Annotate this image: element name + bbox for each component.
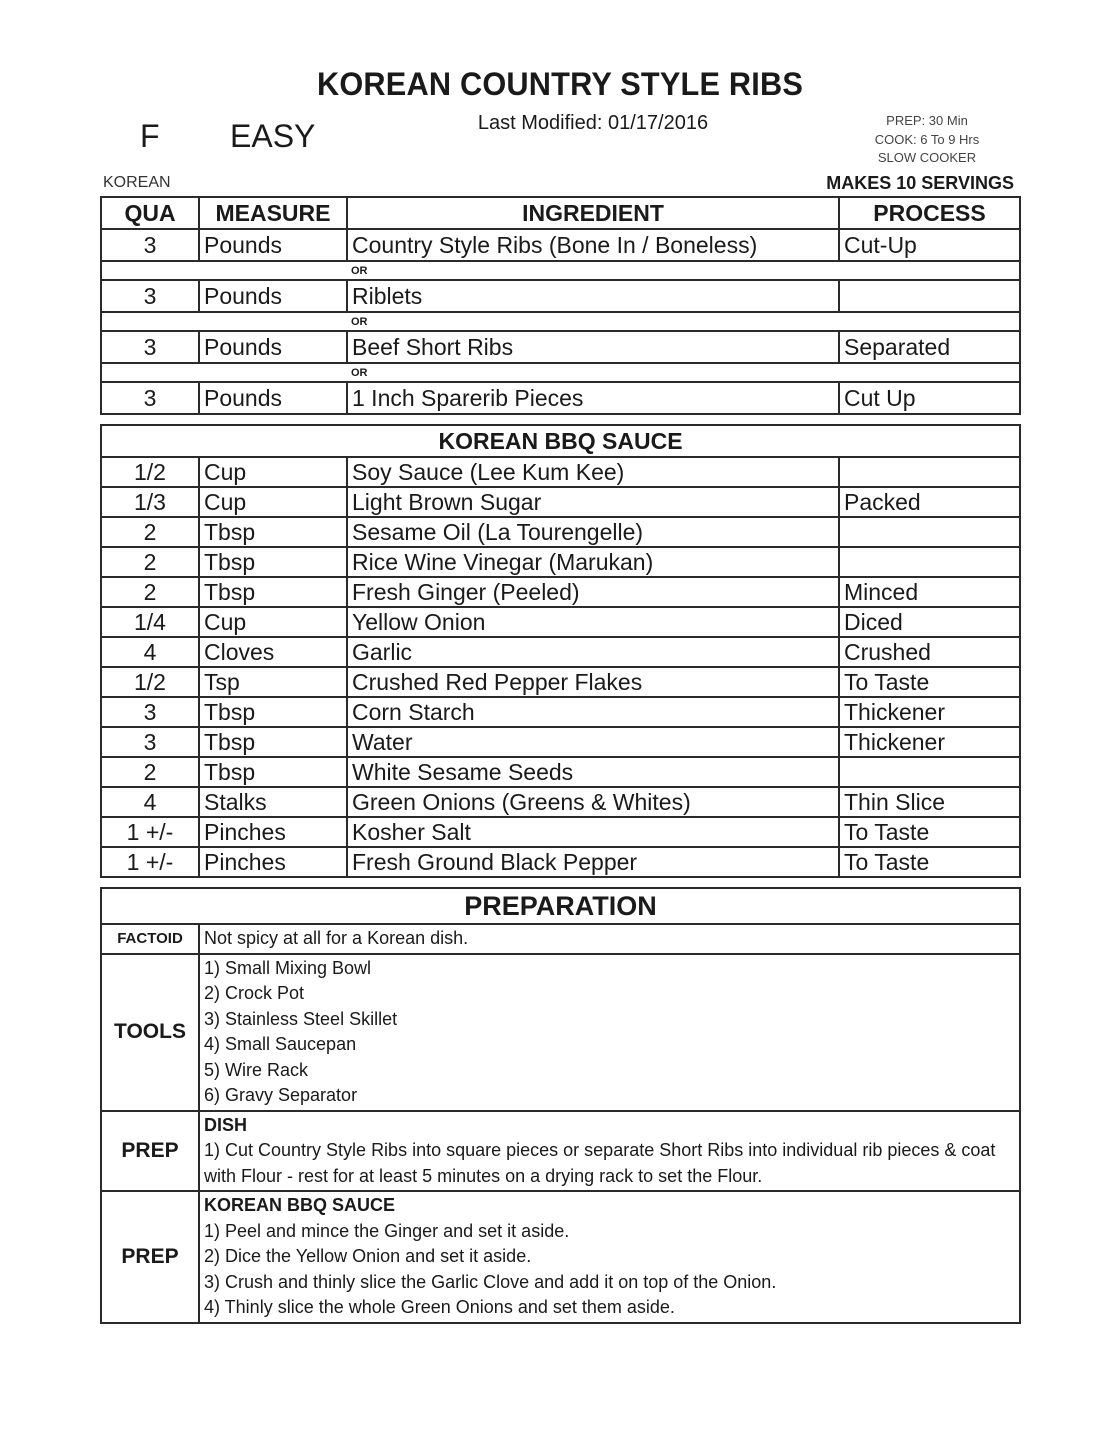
sauce-ingredient-row <box>101 757 1020 787</box>
ingredient-qty: 3 <box>101 280 199 312</box>
ingredient-qty: 3 <box>101 229 199 261</box>
sauce-process <box>839 547 1020 577</box>
sauce-qty: 2 <box>101 517 199 547</box>
sauce-process <box>839 757 1020 787</box>
sauce-process: Thickener <box>839 727 1020 757</box>
prep-label: PREP <box>101 1191 199 1323</box>
last-modified: Last Modified: 01/17/2016 <box>477 112 709 134</box>
prep-step: 2) Dice the Yellow Onion and set it aside. <box>204 1246 532 1266</box>
sauce-qty: 1/2 <box>101 667 199 697</box>
sauce-process: Packed <box>839 487 1020 517</box>
sauce-process: Thickener <box>839 697 1020 727</box>
sauce-measure: Pinches <box>199 817 347 847</box>
ingredient-process: Separated <box>839 331 1020 363</box>
ingredient-row <box>101 382 1020 414</box>
factoid-label: FACTOID <box>101 924 199 954</box>
sauce-ingredient-row <box>101 817 1020 847</box>
ingredient-qty: 3 <box>101 331 199 363</box>
sauce-ingredient-row <box>101 457 1020 487</box>
sauce-ingredient: Sesame Oil (La Tourengelle) <box>347 517 839 547</box>
prep-label: PREP <box>101 1111 199 1192</box>
sauce-process <box>839 457 1020 487</box>
sauce-heading-row <box>101 425 1020 457</box>
or-separator-row <box>101 363 1020 382</box>
tools-label: TOOLS <box>101 954 199 1111</box>
sauce-measure: Cup <box>199 607 347 637</box>
sauce-process <box>839 517 1020 547</box>
or-separator-row <box>101 312 1020 331</box>
difficulty-label: EASY <box>230 118 316 154</box>
sauce-measure: Tbsp <box>199 547 347 577</box>
main-ingredients-table <box>100 196 1021 415</box>
sauce-ingredient-row <box>101 697 1020 727</box>
prep-row <box>101 1111 1020 1192</box>
sauce-qty: 4 <box>101 637 199 667</box>
sauce-qty: 1/3 <box>101 487 199 517</box>
ingredient-process <box>839 280 1020 312</box>
sauce-ingredient: Fresh Ginger (Peeled) <box>347 577 839 607</box>
sauce-measure: Cup <box>199 487 347 517</box>
prep-row <box>101 1191 1020 1323</box>
prep-step: 3) Crush and thinly slice the Garlic Clove and add it on top of the Onion. <box>204 1271 777 1292</box>
prep-content <box>199 1111 1020 1192</box>
sauce-ingredient-row <box>101 637 1020 667</box>
sauce-ingredient: Water <box>347 727 839 757</box>
sauce-measure: Tbsp <box>199 727 347 757</box>
sauce-ingredient: Crushed Red Pepper Flakes <box>347 667 839 697</box>
tools-row <box>101 954 1020 1111</box>
sauce-qty: 1 +/- <box>101 847 199 877</box>
or-separator-row <box>101 261 1020 280</box>
prep-step: 1) Cut Country Style Ribs into square pieces or separate Short Ribs into individual rib pieces & coat with Flour - rest for at least 5 minutes on a drying rack to set the Flour. <box>204 1140 996 1186</box>
cuisine-label: KOREAN <box>103 174 171 191</box>
sauce-measure: Pinches <box>199 847 347 877</box>
sauce-qty: 4 <box>101 787 199 817</box>
column-header-measure: MEASURE <box>199 197 347 229</box>
sauce-measure: Tbsp <box>199 757 347 787</box>
prep-step: 4) Thinly slice the whole Green Onions and set them aside. <box>204 1297 675 1317</box>
sauce-measure: Tbsp <box>199 517 347 547</box>
table-header-row <box>101 197 1020 229</box>
or-separator-spacer <box>101 261 347 280</box>
preparation-heading: PREPARATION <box>101 888 1020 924</box>
sauce-heading: KOREAN BBQ SAUCE <box>101 425 1020 457</box>
servings-label: MAKES 10 SERVINGS <box>826 173 1014 193</box>
sauce-ingredient: Fresh Ground Black Pepper <box>347 847 839 877</box>
ingredient-measure: Pounds <box>199 229 347 261</box>
sauce-ingredient: Green Onions (Greens & Whites) <box>347 787 839 817</box>
sauce-process: Thin Slice <box>839 787 1020 817</box>
ingredient-ingredient: Country Style Ribs (Bone In / Boneless) <box>347 229 839 261</box>
sauce-ingredient-row <box>101 577 1020 607</box>
prep-step: 1) Peel and mince the Ginger and set it aside. <box>204 1220 570 1241</box>
sauce-qty: 3 <box>101 697 199 727</box>
recipe-grade: F <box>140 118 160 154</box>
tool-item: 4) Small Saucepan <box>204 1034 357 1054</box>
sauce-measure: Cup <box>199 457 347 487</box>
sauce-process: Diced <box>839 607 1020 637</box>
sauce-ingredient-row <box>101 517 1020 547</box>
sauce-qty: 1/4 <box>101 607 199 637</box>
sauce-process: Crushed <box>839 637 1020 667</box>
ingredient-measure: Pounds <box>199 331 347 363</box>
or-label: OR <box>347 312 1020 331</box>
prep-subheading: DISH <box>204 1114 248 1135</box>
ingredient-ingredient: 1 Inch Sparerib Pieces <box>347 382 839 414</box>
or-separator-spacer <box>101 312 347 331</box>
sauce-ingredient-row <box>101 727 1020 757</box>
or-label: OR <box>347 363 1020 382</box>
sauce-ingredient-row <box>101 667 1020 697</box>
ingredient-ingredient: Beef Short Ribs <box>347 331 839 363</box>
sauce-ingredient-row <box>101 607 1020 637</box>
ingredient-measure: Pounds <box>199 382 347 414</box>
sauce-ingredient: White Sesame Seeds <box>347 757 839 787</box>
sauce-ingredient-row <box>101 787 1020 817</box>
or-label: OR <box>347 261 1020 280</box>
sauce-ingredient: Kosher Salt <box>347 817 839 847</box>
tool-item: 5) Wire Rack <box>204 1059 309 1080</box>
sauce-ingredient-row <box>101 487 1020 517</box>
sauce-ingredient: Garlic <box>347 637 839 667</box>
sauce-ingredient-row <box>101 547 1020 577</box>
ingredient-ingredient: Riblets <box>347 280 839 312</box>
sauce-measure: Cloves <box>199 637 347 667</box>
cook-method: SLOW COOKER <box>877 150 977 165</box>
sauce-process: Minced <box>839 577 1020 607</box>
sauce-qty: 1 +/- <box>101 817 199 847</box>
sauce-ingredient: Rice Wine Vinegar (Marukan) <box>347 547 839 577</box>
sauce-ingredients-table <box>100 424 1021 878</box>
sauce-process: To Taste <box>839 847 1020 877</box>
sauce-ingredient: Soy Sauce (Lee Kum Kee) <box>347 457 839 487</box>
tool-item: 3) Stainless Steel Skillet <box>204 1008 398 1029</box>
time-info <box>862 112 992 168</box>
sauce-ingredient: Yellow Onion <box>347 607 839 637</box>
sauce-process: To Taste <box>839 817 1020 847</box>
sauce-process: To Taste <box>839 667 1020 697</box>
sauce-qty: 3 <box>101 727 199 757</box>
tool-item: 6) Gravy Separator <box>204 1085 358 1105</box>
factoid-row <box>101 924 1020 954</box>
sauce-ingredient: Corn Starch <box>347 697 839 727</box>
prep-content <box>199 1191 1020 1323</box>
ingredient-measure: Pounds <box>199 280 347 312</box>
sauce-qty: 2 <box>101 577 199 607</box>
tool-item: 2) Crock Pot <box>204 983 305 1003</box>
prep-subheading: KOREAN BBQ SAUCE <box>204 1195 396 1215</box>
sauce-qty: 2 <box>101 547 199 577</box>
ingredient-process: Cut Up <box>839 382 1020 414</box>
ingredient-row <box>101 280 1020 312</box>
preparation-heading-row <box>101 888 1020 924</box>
tools-list <box>199 954 1020 1111</box>
prep-time: PREP: 30 Min <box>886 113 968 128</box>
sauce-measure: Tsp <box>199 667 347 697</box>
or-separator-spacer <box>101 363 347 382</box>
factoid-text: Not spicy at all for a Korean dish. <box>199 924 1020 954</box>
recipe-title: KOREAN COUNTRY STYLE RIBS <box>316 66 804 102</box>
ingredient-row <box>101 229 1020 261</box>
ingredient-row <box>101 331 1020 363</box>
tool-item: 1) Small Mixing Bowl <box>204 957 372 978</box>
preparation-table <box>100 887 1021 1324</box>
ingredient-qty: 3 <box>101 382 199 414</box>
sauce-ingredient-row <box>101 847 1020 877</box>
sauce-qty: 2 <box>101 757 199 787</box>
sauce-qty: 1/2 <box>101 457 199 487</box>
sauce-measure: Tbsp <box>199 577 347 607</box>
cook-time: COOK: 6 To 9 Hrs <box>874 131 980 147</box>
column-header-process: PROCESS <box>839 197 1020 229</box>
sauce-measure: Tbsp <box>199 697 347 727</box>
column-header-qua: QUA <box>101 197 199 229</box>
column-header-ingredient: INGREDIENT <box>347 197 839 229</box>
sauce-measure: Stalks <box>199 787 347 817</box>
ingredient-process: Cut-Up <box>839 229 1020 261</box>
sauce-ingredient: Light Brown Sugar <box>347 487 839 517</box>
